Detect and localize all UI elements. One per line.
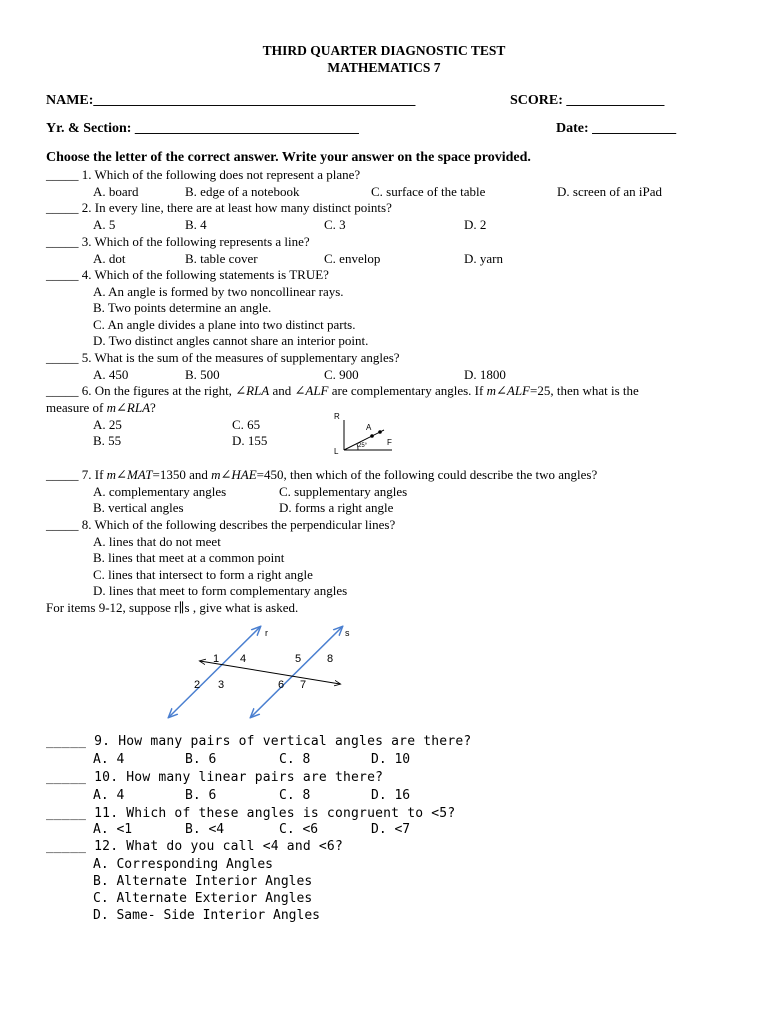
q9-option-d[interactable]: D. 10 [371,752,411,767]
question-7: _____ 7. If m∠MAT=1350 and m∠HAE=450, then which of the following could describe the two angles? [46,467,598,482]
question-3: _____ 3. Which of the following represents a line? [46,234,310,249]
q3-option-c[interactable]: C. envelop [324,251,381,266]
q12-option-a[interactable]: A. Corresponding Angles [93,857,274,872]
q5-option-d[interactable]: D. 1800 [464,367,506,382]
angle-label-6: 6 [278,679,285,691]
q2-option-c[interactable]: C. 3 [324,217,346,232]
q8-option-d[interactable]: D. lines that meet to form complementary angles [93,583,348,598]
q4-option-c[interactable]: C. An angle divides a plane into two distinct parts. [93,317,356,332]
question-12: _____ 12. What do you call <4 and <6? [46,839,343,854]
name-field[interactable]: NAME:______________________________________________ [46,93,416,108]
question-6-cont: measure of m∠RLA? [46,400,156,415]
label-a: A [366,423,372,432]
question-5: _____ 5. What is the sum of the measures of supplementary angles? [46,350,400,365]
q10-option-d[interactable]: D. 16 [371,788,411,803]
q10-option-c[interactable]: C. 8 [279,788,311,803]
q3-option-a[interactable]: A. dot [93,251,126,266]
q5-option-a[interactable]: A. 450 [93,367,129,382]
q9-option-c[interactable]: C. 8 [279,752,311,767]
angle-label-7: 7 [300,679,307,691]
question-4: _____ 4. Which of the following statements is TRUE? [46,267,329,282]
q6-option-a[interactable]: A. 25 [93,417,122,432]
q6-option-d[interactable]: D. 155 [232,433,268,448]
q7-option-b[interactable]: B. vertical angles [93,500,184,515]
label-f: F [387,438,392,447]
question-8: _____ 8. Which of the following describes the perpendicular lines? [46,517,396,532]
label-r: r [265,628,268,638]
q5-option-c[interactable]: C. 900 [324,367,359,382]
angle-label-1: 1 [213,653,220,665]
angle-alf: ∠ALF [294,383,329,398]
point-a [370,434,374,438]
label-r: R [334,412,340,421]
angle-figure [328,410,408,458]
q11-option-d[interactable]: D. <7 [371,822,411,837]
q11-option-b[interactable]: B. <4 [185,822,225,837]
q4-option-d[interactable]: D. Two distinct angles cannot share an interior point. [93,333,369,348]
question-10: _____ 10. How many linear pairs are there? [46,770,384,785]
question-9: _____ 9. How many pairs of vertical angles are there? [46,734,472,749]
q4-option-a[interactable]: A. An angle is formed by two noncollinear rays. [93,284,344,299]
items-note: For items 9-12, suppose r∥s , give what is asked. [46,600,299,615]
question-6: _____ 6. On the figures at the right, ∠RLA and ∠ALF are complementary angles. If m∠ALF=25, then what is the [46,383,639,398]
angle-label-5: 5 [295,653,302,665]
q8-option-b[interactable]: B. lines that meet at a common point [93,550,285,565]
q8-option-a[interactable]: A. lines that do not meet [93,534,221,549]
q6-option-b[interactable]: B. 55 [93,433,122,448]
measure-mat: m∠MAT [106,467,153,482]
subject-title: MATHEMATICS 7 [327,60,441,75]
label-25deg: 25° [358,443,368,449]
angle-label-8: 8 [327,653,334,665]
question-1: _____ 1. Which of the following does not represent a plane? [46,167,361,182]
score-field[interactable]: SCORE: ______________ [510,93,665,108]
angle-label-4: 4 [240,653,247,665]
q8-option-c[interactable]: C. lines that intersect to form a right angle [93,567,313,582]
q10-option-a[interactable]: A. 4 [93,788,125,803]
q5-option-b[interactable]: B. 500 [185,367,220,382]
angle-label-3: 3 [218,679,225,691]
q1-option-b[interactable]: B. edge of a notebook [185,184,300,199]
q1-option-d[interactable]: D. screen of an iPad [557,184,663,199]
parallel-lines-figure [160,622,360,722]
q11-option-a[interactable]: A. <1 [93,822,133,837]
q9-option-b[interactable]: B. 6 [185,752,217,767]
angle-label-2: 2 [194,679,201,691]
q3-option-d[interactable]: D. yarn [464,251,503,266]
q12-option-d[interactable]: D. Same- Side Interior Angles [93,908,320,923]
point-f [378,430,382,434]
measure-hae: m∠HAE [211,467,257,482]
q12-option-c[interactable]: C. Alternate Exterior Angles [93,891,313,906]
q7-option-c[interactable]: C. supplementary angles [279,484,408,499]
date-field[interactable]: Date: ____________ [556,121,677,136]
q11-option-c[interactable]: C. <6 [279,822,319,837]
label-s: s [345,628,350,638]
q1-option-a[interactable]: A. board [93,184,139,199]
q4-option-b[interactable]: B. Two points determine an angle. [93,300,272,315]
q3-option-b[interactable]: B. table cover [185,251,258,266]
section-field[interactable]: Yr. & Section: ________________________________ [46,121,359,136]
q6-option-c[interactable]: C. 65 [232,417,261,432]
q10-option-b[interactable]: B. 6 [185,788,217,803]
line-r [169,627,260,717]
angle-rla: ∠RLA [235,383,270,398]
q12-option-b[interactable]: B. Alternate Interior Angles [93,874,313,889]
q2-option-a[interactable]: A. 5 [93,217,116,232]
measure-rla: m∠RLA [106,400,151,415]
q7-option-d[interactable]: D. forms a right angle [279,500,394,515]
question-2: _____ 2. In every line, there are at least how many distinct points? [46,200,392,215]
q1-option-c[interactable]: C. surface of the table [371,184,486,199]
label-l: L [334,447,339,456]
q2-option-d[interactable]: D. 2 [464,217,487,232]
instructions: Choose the letter of the correct answer. Write your answer on the space provided. [46,150,531,165]
q2-option-b[interactable]: B. 4 [185,217,207,232]
q7-option-a[interactable]: A. complementary angles [93,484,227,499]
question-11: _____ 11. Which of these angles is congruent to <5? [46,806,456,821]
q9-option-a[interactable]: A. 4 [93,752,125,767]
test-title: THIRD QUARTER DIAGNOSTIC TEST [262,43,506,58]
measure-alf: m∠ALF [486,383,531,398]
